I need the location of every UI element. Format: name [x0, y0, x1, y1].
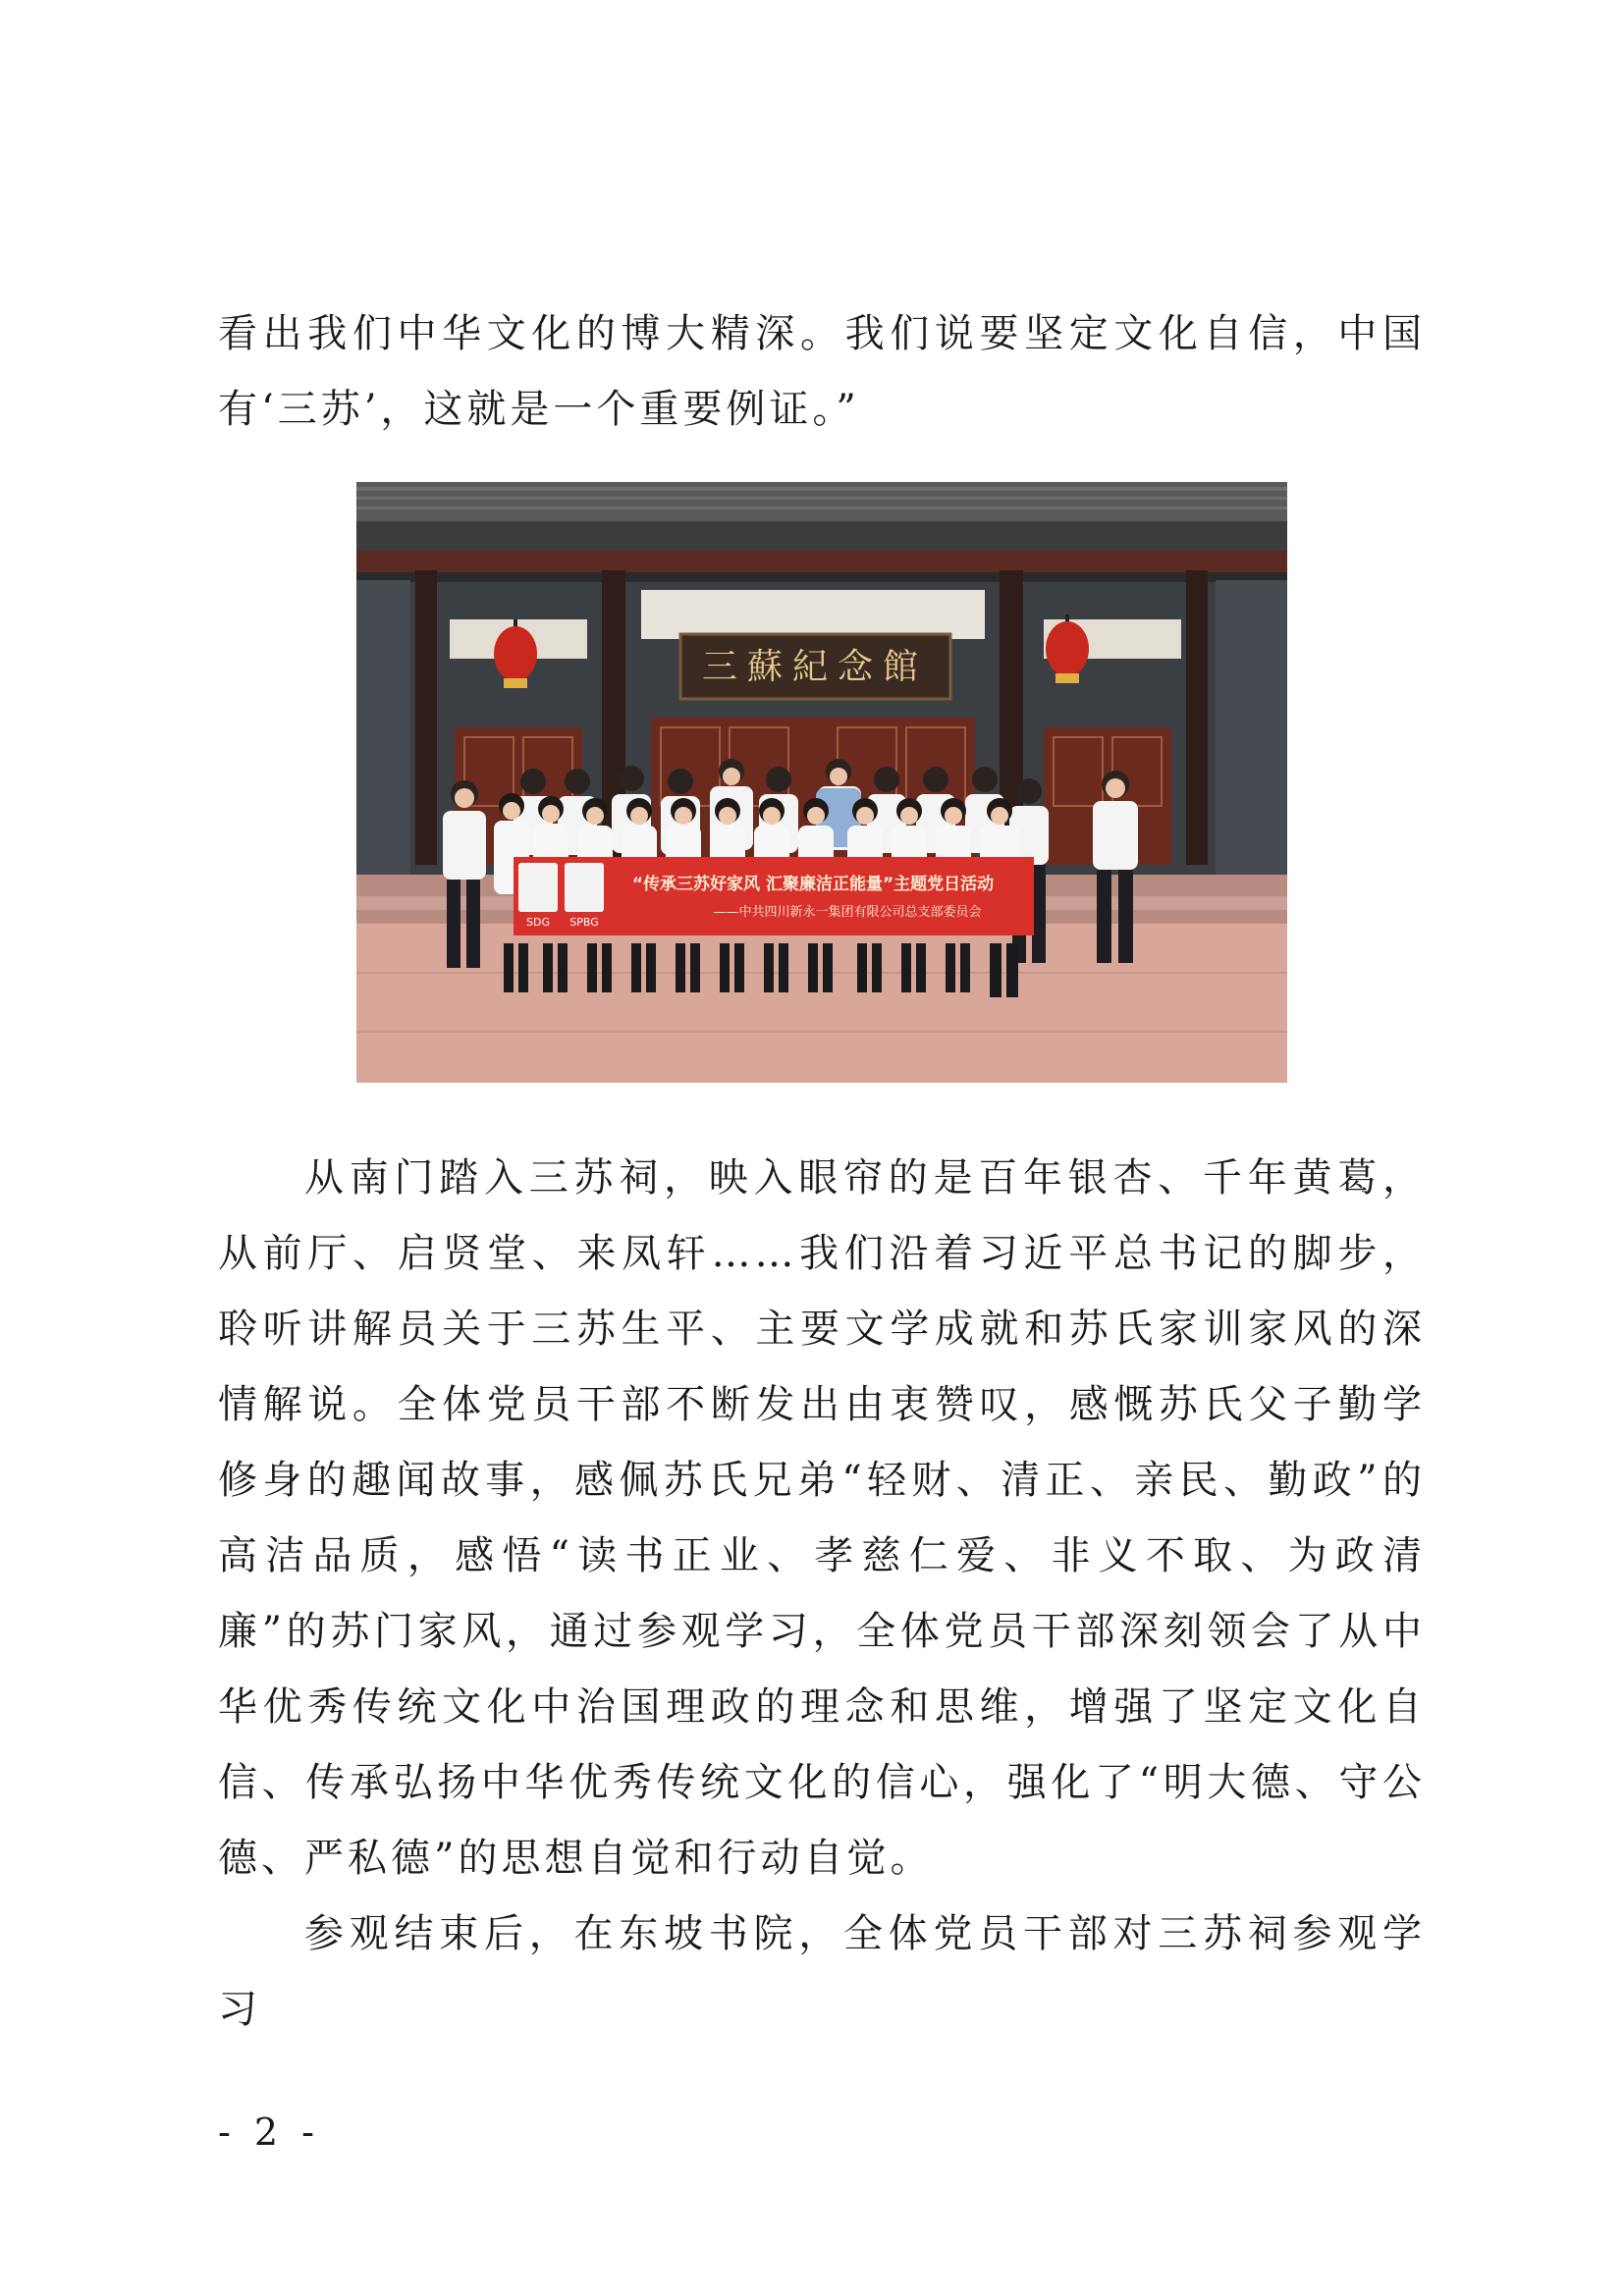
group-photo — [356, 482, 1287, 1083]
banner-logo-1: SDG — [526, 916, 550, 929]
paragraph-1: 看出我们中华文化的博大精深。我们说要坚定文化自信，中国有‘三苏’，这就是一个重要例证。” — [218, 311, 1426, 432]
banner-subtitle: ——中共四川新永一集团有限公司总支部委员会 — [713, 905, 982, 920]
paragraph-3: 参观结束后，在东坡书院，全体党员干部对三苏祠参观学习 — [218, 1911, 1426, 2032]
building-sign-text: 三蘇紀念館 — [701, 647, 929, 687]
paragraph-2: 从南门踏入三苏祠，映入眼帘的是百年银杏、千年黄葛，从前厅、启贤堂、来凤轩……我们沿着习近平总书记的脚步，聆听讲解员关于三苏生平、主要文学成就和苏氏家训家风的深情解说。全体党员干部不断发出由衷赞叹，感慨苏氏父子勤学修身的趣闻故事，感佩苏氏兄弟“轻财、清正、亲民、勤政”的高洁品质，感悟“读书正业、孝慈仁爱、非义不取、为政清廉”的苏门家风，通过参观学习，全体党员干部深刻领会了从中华优秀传统文化中治国理政的理念和思维，增强了坚定文化自信、传承弘扬中华优秀传统文化的信心，强化了“明大德、守公德、严私德”的思想自觉和行动自觉。 — [218, 1155, 1426, 1881]
banner-logo-2: SPBG — [569, 916, 599, 929]
banner-title: “传承三苏好家风 汇聚廉洁正能量”主题党日活动 — [631, 875, 995, 894]
red-banner — [514, 857, 1034, 935]
ground — [356, 924, 1287, 1083]
page-number: - 2 - — [218, 2110, 321, 2154]
